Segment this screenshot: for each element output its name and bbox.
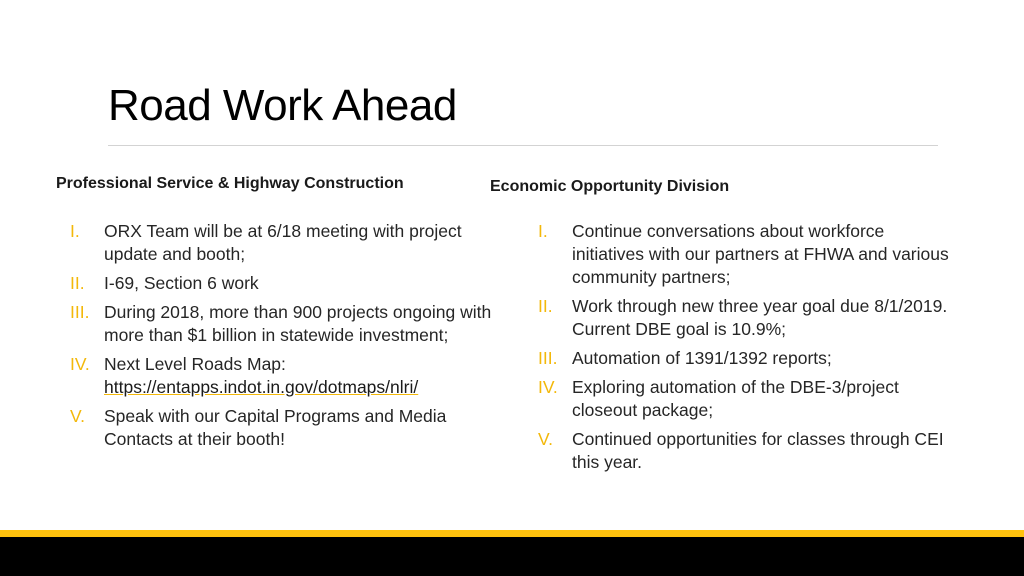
left-list: [70, 220, 510, 457]
list-item-text: Speak with our Capital Programs and Media Contacts at their booth!: [104, 406, 447, 449]
list-item-text: Continued opportunities for classes through CEI this year.: [572, 429, 944, 472]
list-item: [70, 353, 510, 399]
footer-bar: [0, 537, 1024, 576]
list-item: [538, 220, 958, 289]
list-numeral: II.: [538, 296, 553, 316]
list-item: [538, 347, 958, 370]
footer-accent-stripe: [0, 530, 1024, 537]
list-item: [538, 295, 958, 341]
list-item-text: Next Level Roads Map:: [104, 354, 286, 374]
list-numeral: III.: [70, 302, 90, 322]
list-item: [70, 220, 510, 266]
left-column-heading: Professional Service & Highway Construction: [56, 175, 404, 192]
list-numeral: I.: [70, 221, 80, 241]
list-item: [70, 405, 510, 451]
list-item-text: During 2018, more than 900 projects ongoing with more than $1 billion in statewide investment;: [104, 302, 492, 345]
list-numeral: V.: [538, 429, 553, 449]
list-numeral: II.: [70, 273, 85, 293]
list-numeral: III.: [538, 348, 558, 368]
title-divider: [108, 145, 938, 146]
list-item: [538, 428, 958, 474]
list-item-text: Automation of 1391/1392 reports;: [572, 348, 832, 368]
list-numeral: V.: [70, 406, 85, 426]
right-column-heading: Economic Opportunity Division: [490, 178, 730, 195]
list-item-text: Work through new three year goal due 8/1/2019. Current DBE goal is 10.9%;: [572, 296, 948, 339]
right-list: [538, 220, 958, 480]
list-item: [538, 376, 958, 422]
slide-title: Road Work Ahead: [108, 81, 457, 130]
list-item-text: ORX Team will be at 6/18 meeting with project update and booth;: [104, 221, 462, 264]
list-item: [70, 301, 510, 347]
list-item-text: I-69, Section 6 work: [104, 273, 259, 293]
list-item-text: Exploring automation of the DBE-3/project closeout package;: [572, 377, 899, 420]
list-numeral: I.: [538, 221, 548, 241]
list-item: [70, 272, 510, 295]
list-numeral: IV.: [538, 377, 558, 397]
nlri-map-link[interactable]: https://entapps.indot.in.gov/dotmaps/nlri/: [104, 377, 419, 397]
list-numeral: IV.: [70, 354, 90, 374]
list-item-text: Continue conversations about workforce initiatives with our partners at FHWA and various community partners;: [572, 221, 949, 287]
